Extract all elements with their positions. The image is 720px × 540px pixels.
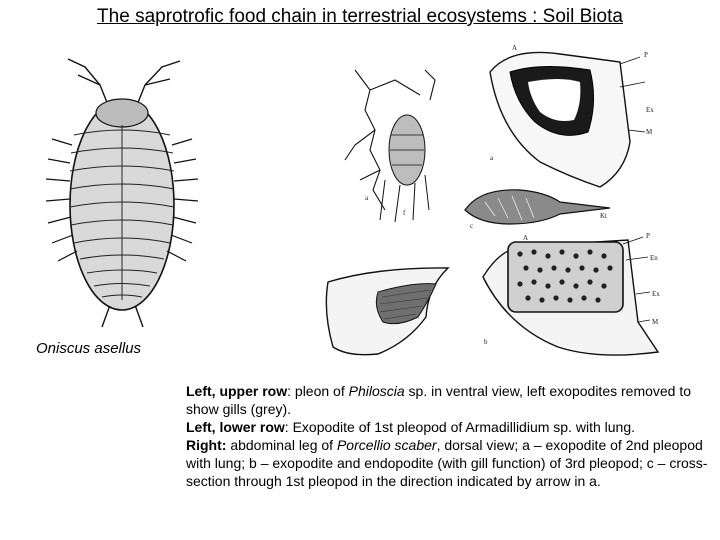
label-M-bottom: M <box>652 318 659 326</box>
cross-section-c-drawing <box>460 180 620 230</box>
caption-right-text-1: abdominal leg of <box>226 437 337 453</box>
label-M-top: M <box>646 128 653 136</box>
caption-lower-text: : Exopodite of 1st pleopod of Armadillidium sp. with lung. <box>284 419 635 435</box>
woodlouse-illustration <box>30 55 215 335</box>
caption-lower-heading: Left, lower row <box>186 419 285 435</box>
porcellio-exopodite-a-drawing <box>470 42 660 192</box>
label-En: En <box>650 254 658 262</box>
caption-right-heading: Right: <box>186 437 227 453</box>
label-Ex-top: Ex <box>646 106 654 114</box>
label-A-top: A <box>512 44 518 52</box>
caption-right-species: Porcellio scaber <box>336 437 437 453</box>
caption-right-text-2: , dorsal view; a – exopodite of 2nd pleopod with lung; b – exopodite and endopodite (with gill function) of 3rd pleopod; c – cross-section through 1st pleopod in the direction indicated by arrow in a. <box>186 437 708 489</box>
label-Kt: Kt <box>600 212 607 220</box>
caption-upper-text-2: sp. in ventral view, left exopodites removed to show gills (grey). <box>186 383 692 417</box>
figure-caption <box>186 382 711 490</box>
label-f: f <box>403 209 406 217</box>
label-Ex-bottom: Ex <box>652 290 660 298</box>
label-a: a <box>365 194 369 202</box>
oniscus-caption: Oniscus asellus <box>36 340 142 357</box>
caption-upper-heading: Left, upper row <box>186 383 288 399</box>
caption-upper-text-1: : pleon of <box>287 383 349 399</box>
label-b: b <box>484 338 488 346</box>
label-c: c <box>470 222 474 230</box>
philoscia-pleon-drawing <box>325 50 475 230</box>
label-P-top: P <box>644 51 648 59</box>
armadillidium-exopodite-drawing <box>318 262 466 362</box>
slide-title: The saprotrofic food chain in terrestrial ecosystems : Soil Biota <box>97 6 623 27</box>
porcellio-exopodite-b-drawing <box>478 232 678 367</box>
label-a-right: a <box>490 154 494 162</box>
label-P-bottom: P <box>646 232 650 240</box>
caption-upper-species: Philoscia <box>348 383 405 399</box>
label-A-bottom: A <box>523 234 529 242</box>
